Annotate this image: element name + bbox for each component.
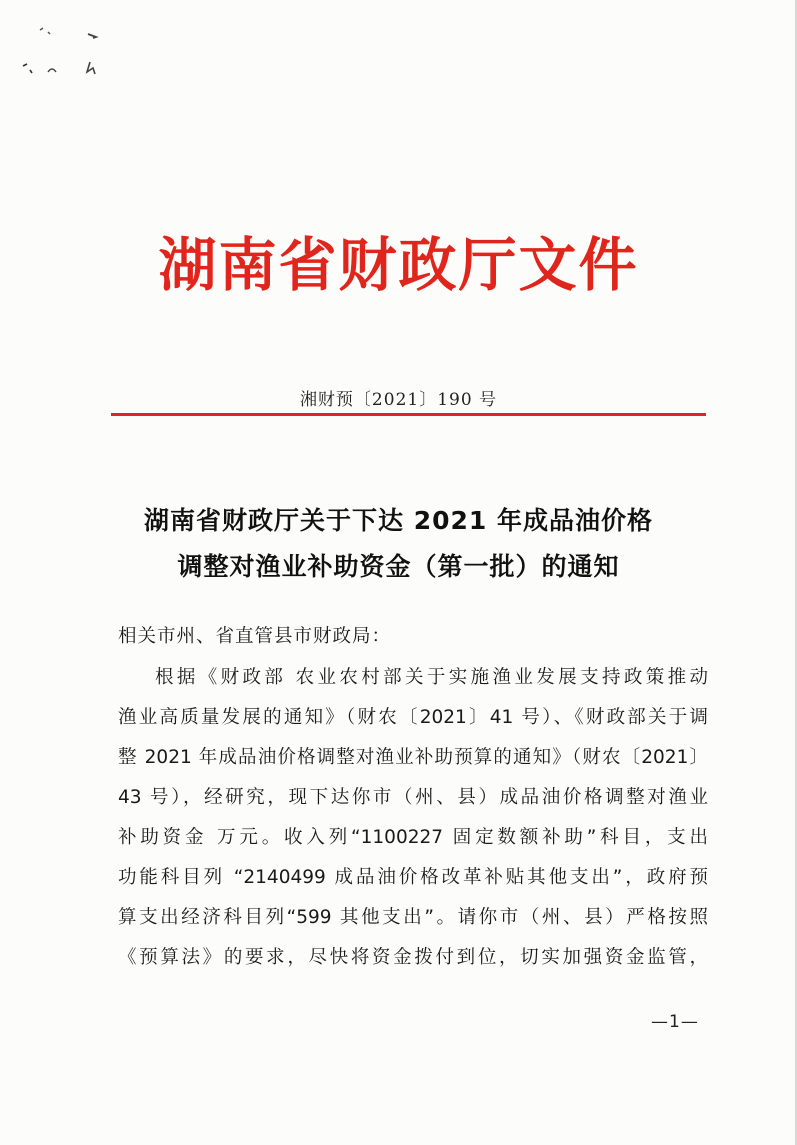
red-divider-line [111,413,706,416]
body-line: 《预算法》的要求，尽快将资金拨付到位，切实加强资金监管， [118,947,708,968]
body-line: 算支出经济科目列“599 其他支出”。请你市（州、县）严格按照 [118,907,708,928]
notice-title-line-2: 调整对渔业补助资金（第一批）的通知 [177,552,620,581]
scan-marks [18,22,118,92]
notice-title-line-1: 湖南省财政厅关于下达 2021 年成品油价格 [144,506,653,535]
body-line: 补助资金 万元。收入列“1100227 固定数额补助”科目，支出 [118,827,708,848]
document-header-title: 湖南省财政厅文件 [158,231,639,299]
body-line: 功能科目列 “2140499 成品油价格改革补贴其他支出”，政府预 [118,867,708,888]
body-line: 整 2021 年成品油价格调整对渔业补助预算的通知》（财农〔2021〕 [118,747,708,768]
addressee: 相关市州、省直管县市财政局： [118,626,392,647]
notice-body [118,658,708,978]
notice-title [0,498,797,590]
body-line: 43 号），经研究，现下达你市（州、县）成品油价格调整对渔业 [118,787,708,808]
body-line: 根据《财政部 农业农村部关于实施渔业发展支持政策推动 [155,667,708,688]
page-number: —1— [651,1012,699,1032]
body-line: 渔业高质量发展的通知》（财农〔2021〕41 号）、《财政部关于调 [118,707,708,728]
document-number: 湘财预〔2021〕190 号 [299,390,498,410]
